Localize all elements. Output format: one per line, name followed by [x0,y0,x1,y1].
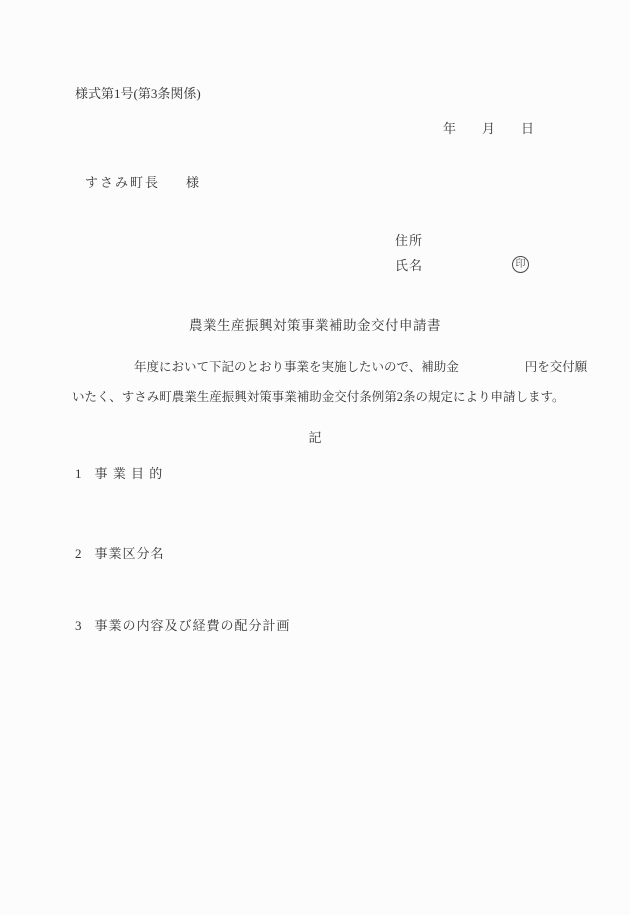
body-paragraph-line-2: いたく、すさみ町農業生産振興対策事業補助金交付条例第2条の規定により申請します。 [72,390,565,404]
addressee-line [85,176,199,191]
record-heading: 記 [308,430,322,445]
item-label: 事 業 目 的 [94,466,164,481]
body-line1-text: 年度において下記のとおり事業を実施したいので、補助金 [134,360,459,374]
list-item-3 [75,619,291,634]
date-line [443,122,534,137]
day-label: 日 [521,121,535,136]
document-title: 農業生産振興対策事業補助金交付申請書 [189,318,441,333]
form-number-label: 様式第1号(第3条関係) [75,86,201,101]
addressee-title: すさみ町長 [85,175,161,190]
item-label: 事業の内容及び経費の配分計画 [94,618,291,633]
month-label: 月 [482,121,496,136]
item-number: 1 [75,466,82,481]
body-line1-suffix: 円を交付願 [524,360,588,374]
item-label: 事業区分名 [94,546,165,561]
item-number: 3 [75,618,82,633]
seal-character: 印 [515,258,526,270]
year-label: 年 [443,121,457,136]
item-number: 2 [75,546,82,561]
name-label: 氏名 [395,258,424,273]
list-item-2 [75,547,165,562]
addressee-honorific: 様 [186,175,200,190]
address-label: 住所 [395,233,424,248]
list-item-1 [75,467,163,482]
body-paragraph-line-1 [72,360,587,374]
seal-mark-icon [512,256,529,273]
